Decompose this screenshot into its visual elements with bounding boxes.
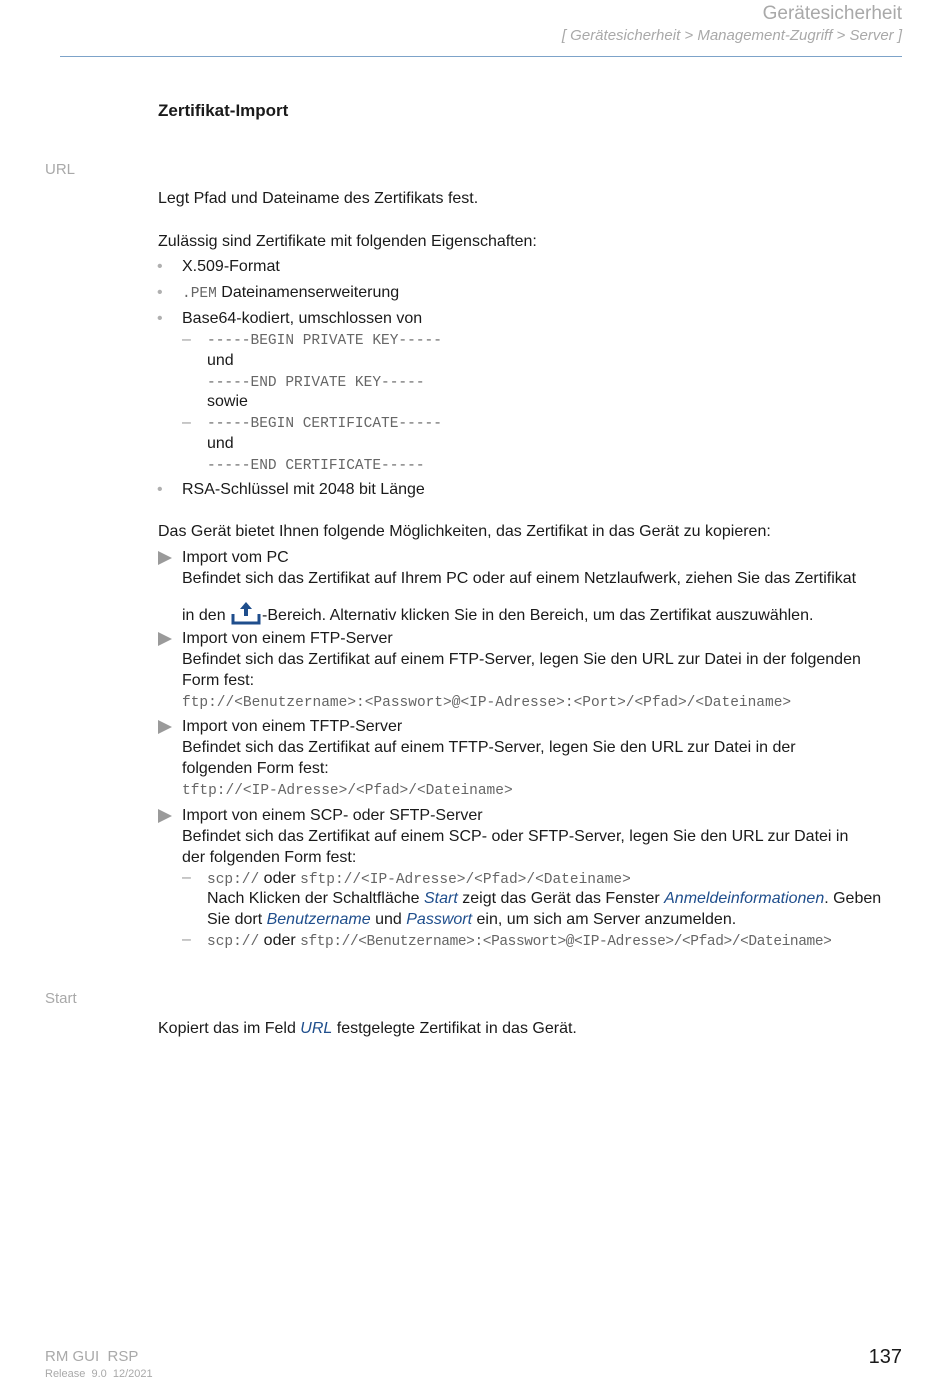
ftp-line2: Form fest: — [182, 672, 255, 689]
pem-text: Dateinamenserweiterung — [216, 284, 400, 301]
code-begin-key: -----BEGIN PRIVATE KEY----- — [207, 333, 442, 349]
scp1-note2-b: ein, um sich am Server anzumelden. — [472, 911, 737, 928]
text-und: und — [207, 435, 234, 452]
tftp-line1: Befindet sich das Zertifikat auf einem TFTP-Server, legen Sie den URL zur Datei in der — [182, 739, 796, 756]
scp1-note-b: zeigt das Gerät das Fenster — [457, 890, 665, 907]
triangle-right-icon — [158, 809, 172, 823]
url-side-label: URL — [45, 161, 76, 178]
header-title: Gerätesicherheit — [762, 3, 902, 24]
scp1-code-a: scp:// — [207, 872, 260, 888]
page-number: 137 — [868, 1346, 902, 1368]
ftp-line1: Befindet sich das Zertifikat auf einem FTP-Server, legen Sie den URL zur Datei in der folgenden — [182, 651, 861, 668]
triangle-right-icon — [158, 720, 172, 734]
pc-title: Import vom PC — [182, 549, 289, 566]
scp-line2: der folgenden Form fest: — [182, 849, 357, 866]
text-sowie: sowie — [207, 393, 248, 410]
scp2-code-a: scp:// — [207, 934, 260, 950]
bullet-rsa: RSA-Schlüssel mit 2048 bit Länge — [182, 481, 425, 498]
section-title: Zertifikat-Import — [158, 101, 289, 120]
footer-doc: RM GUI RSP — [45, 1348, 139, 1365]
ftp-code: ftp://<Benutzername>:<Passwort>@<IP-Adresse>:<Port>/<Pfad>/<Dateiname> — [182, 695, 792, 711]
start-desc-b: festgelegte Zertifikat in das Gerät. — [332, 1020, 577, 1037]
url-description: Legt Pfad und Dateiname des Zertifikats fest. — [158, 190, 479, 207]
credentials-window-link[interactable]: Anmeldeinformationen — [664, 890, 825, 907]
tftp-code: tftp://<IP-Adresse>/<Pfad>/<Dateiname> — [182, 783, 513, 799]
password-link[interactable]: Passwort — [406, 911, 473, 928]
triangle-right-icon — [158, 551, 172, 565]
bullet-icon: • — [157, 284, 163, 301]
dash-icon: – — [182, 331, 191, 348]
pc-line1: Befindet sich das Zertifikat auf Ihrem PC oder auf einem Netzlaufwerk, ziehen Sie das Zertifikat — [182, 570, 857, 587]
scp-title: Import von einem SCP- oder SFTP-Server — [182, 807, 483, 824]
pc-line2-b: -Bereich. Alternativ klicken Sie in den Bereich, um das Zertifikat auszuwählen. — [262, 607, 814, 624]
ftp-title: Import von einem FTP-Server — [182, 630, 393, 647]
dash-icon: – — [182, 414, 191, 431]
scp1-note-a: Nach Klicken der Schaltfläche — [207, 890, 424, 907]
text-und: und — [207, 352, 234, 369]
dash-icon: – — [182, 931, 191, 948]
username-link[interactable]: Benutzername — [266, 911, 371, 928]
code-end-cert: -----END CERTIFICATE----- — [207, 458, 425, 474]
code-begin-cert: -----BEGIN CERTIFICATE----- — [207, 416, 442, 432]
allowed-intro: Zulässig sind Zertifikate mit folgenden Eigenschaften: — [158, 233, 537, 250]
scp2-code-b: sftp://<Benutzername>:<Passwort>@<IP-Adresse>/<Pfad>/<Dateiname> — [300, 934, 832, 950]
pc-line2-a: in den — [182, 607, 231, 624]
options-intro: Das Gerät bietet Ihnen folgende Möglichkeiten, das Zertifikat in das Gerät zu kopieren: — [158, 523, 771, 540]
scp-line1: Befindet sich das Zertifikat auf einem SCP- oder SFTP-Server, legen Sie den URL zur Datei in — [182, 828, 849, 845]
bullet-x509: X.509-Format — [182, 258, 280, 275]
header-divider — [60, 56, 902, 57]
start-desc-a: Kopiert das im Feld — [158, 1020, 301, 1037]
bullet-icon: • — [157, 310, 163, 327]
scp1-note-c: . Geben — [824, 890, 882, 907]
scp1-code-b: sftp://<IP-Adresse>/<Pfad>/<Dateiname> — [300, 872, 631, 888]
bullet-icon: • — [157, 481, 163, 498]
upload-icon — [231, 600, 261, 626]
dash-icon: – — [182, 869, 191, 886]
url-field-link[interactable]: URL — [300, 1020, 333, 1037]
scp1-note2-a: Sie dort — [207, 911, 267, 928]
breadcrumb: [ Gerätesicherheit > Management-Zugriff > Server ] — [561, 27, 902, 44]
pc-line2 — [182, 600, 813, 626]
code-end-key: -----END PRIVATE KEY----- — [207, 375, 425, 391]
scp1-note2-und: und — [370, 911, 407, 928]
scp2-url — [207, 932, 831, 950]
scp1-oder: oder — [259, 870, 301, 887]
scp2-oder: oder — [259, 932, 301, 949]
start-description — [158, 1020, 577, 1038]
tftp-title: Import von einem TFTP-Server — [182, 718, 403, 735]
triangle-right-icon — [158, 632, 172, 646]
bullet-icon: • — [157, 258, 163, 275]
bullet-pem — [182, 284, 399, 302]
tftp-line2: folgenden Form fest: — [182, 760, 329, 777]
pem-code: .PEM — [182, 286, 217, 302]
start-side-label: Start — [45, 990, 77, 1007]
start-link[interactable]: Start — [424, 890, 458, 907]
scp1-url — [207, 870, 631, 888]
scp1-note — [207, 890, 881, 908]
bullet-base64: Base64-kodiert, umschlossen von — [182, 310, 423, 327]
footer-release: Release 9.0 12/2021 — [45, 1368, 153, 1380]
scp1-note2 — [207, 911, 736, 929]
